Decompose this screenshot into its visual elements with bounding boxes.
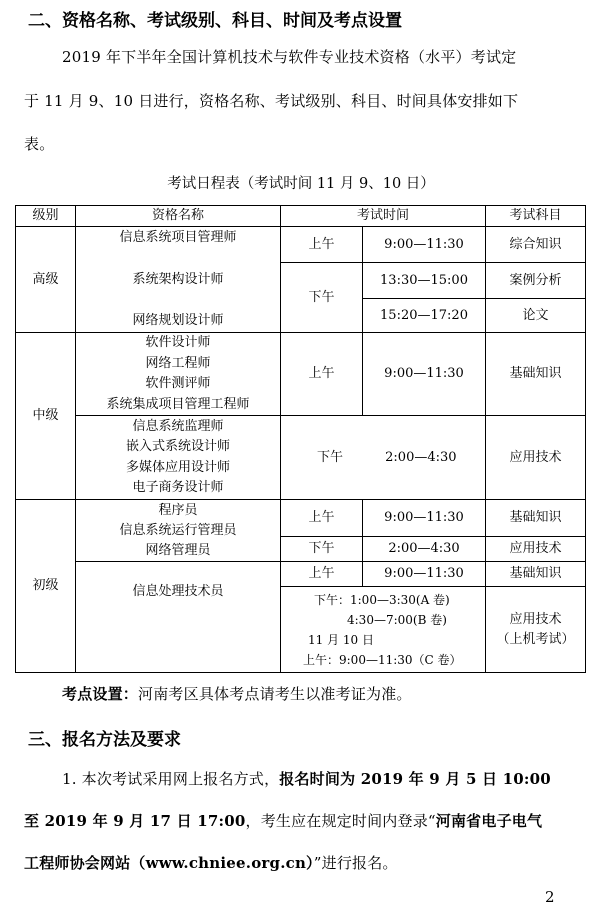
header-subject: 考试科目 (486, 206, 586, 227)
middle-pm-time: 2:00—4:30 (385, 449, 457, 465)
junior-am-subject: 基础知识 (486, 500, 586, 537)
venue-line (62, 683, 412, 704)
senior-pm-label: 下午 (281, 263, 363, 333)
table-row (16, 562, 586, 587)
senior-names (76, 227, 281, 333)
table-caption: 考试日程表（考试时间 11 月 9、10 日） (167, 176, 435, 192)
senior-pm-subject-2: 论文 (486, 299, 586, 333)
junior-pm-line-1: 下午：1:00—3:30(A 卷) (314, 592, 450, 607)
level-junior: 初级 (16, 500, 76, 673)
middle-pm-label: 下午 (317, 449, 344, 465)
junior-am-subject-2: 基础知识 (486, 562, 586, 587)
junior-am-time-2: 9:00—11:30 (363, 562, 486, 587)
junior-pm-time: 2:00—4:30 (363, 537, 486, 562)
senior-am-subject: 综合知识 (486, 227, 586, 263)
middle-pm (281, 416, 486, 500)
venue-text: 河南考区具体考点请考生以准考证为准。 (138, 685, 412, 703)
senior-name-3: 网络规划设计师 (132, 313, 224, 328)
exam-schedule-table (15, 205, 586, 673)
junior-pm-subject-2-line-2: （上机考试） (496, 631, 575, 647)
level-middle: 中级 (16, 333, 76, 500)
senior-name-2: 系统架构设计师 (132, 272, 224, 287)
senior-pm-time-2: 15:20—17:20 (363, 299, 486, 333)
middle-name-3: 软件测评师 (145, 376, 211, 391)
reg-site-name-1: 河南省电子电气 (435, 812, 543, 830)
section-3-paragraph-line-2 (24, 810, 542, 831)
table-header-row (16, 206, 586, 227)
section-3-paragraph-line-3 (24, 852, 398, 873)
junior-name-2: 信息系统运行管理员 (119, 522, 237, 538)
table-row (16, 416, 586, 500)
middle-name-8: 电子商务设计师 (132, 480, 224, 495)
junior-pm-line-4: 上午：9:00—11:30（C 卷） (303, 652, 462, 667)
junior-am-label-2: 上午 (281, 562, 363, 587)
reg-time-start: 报名时间为 2019 年 9 月 5 日 10:00 (279, 770, 551, 788)
junior-name-4: 信息处理技术员 (76, 562, 281, 673)
section-3-paragraph-line-1 (62, 768, 551, 789)
junior-pm-line-3: 11 月 10 日 (308, 632, 374, 647)
table-row (16, 500, 586, 537)
middle-name-6: 嵌入式系统设计师 (125, 439, 230, 454)
senior-pm-subject-1: 案例分析 (486, 263, 586, 299)
middle-name-5: 信息系统监理师 (132, 418, 224, 434)
senior-am-label: 上午 (281, 227, 363, 263)
senior-name-1: 信息系统项目管理师 (119, 230, 237, 245)
section-2-heading: 二、资格名称、考试级别、科目、时间及考点设置 (28, 11, 402, 31)
junior-names-1 (76, 500, 281, 562)
middle-am-time: 9:00—11:30 (363, 333, 486, 416)
junior-pm-subject-2-line-1: 应用技术 (509, 611, 562, 627)
middle-name-2: 网络工程师 (145, 355, 211, 371)
header-level: 级别 (16, 206, 76, 227)
level-senior: 高级 (16, 227, 76, 333)
junior-pm-line-2: 4:30—7:00(B 卷) (347, 612, 447, 627)
senior-am-time: 9:00—11:30 (363, 227, 486, 263)
junior-pm-schedule (281, 587, 486, 673)
section-2-paragraph-line-1: 2019 年下半年全国计算机技术与软件专业技术资格（水平）考试定 (62, 48, 517, 66)
section-3-heading: 三、报名方法及要求 (28, 730, 181, 750)
section-2-paragraph-line-2: 于 11 月 9、10 日进行，资格名称、考试级别、科目、时间具体安排如下 (24, 92, 519, 110)
table-row (16, 333, 586, 416)
header-time: 考试时间 (281, 206, 486, 227)
reg-time-end: 至 2019 年 9 月 17 日 17:00 (24, 812, 246, 830)
section-2-paragraph-line-3: 表。 (24, 135, 55, 153)
middle-pm-subject: 应用技术 (486, 416, 586, 500)
reg-end-text: ”进行报名。 (313, 854, 398, 872)
middle-am-label: 上午 (281, 333, 363, 416)
junior-am-time: 9:00—11:30 (363, 500, 486, 537)
middle-names-pm (76, 416, 281, 500)
middle-names-am (76, 333, 281, 416)
junior-pm-label: 下午 (281, 537, 363, 562)
senior-pm-time-1: 13:30—15:00 (363, 263, 486, 299)
middle-name-7: 多媒体应用设计师 (125, 459, 230, 475)
middle-name-4: 系统集成项目管理工程师 (106, 396, 250, 412)
junior-pm-subject-2 (486, 587, 586, 673)
junior-am-label: 上午 (281, 500, 363, 537)
reg-login-text: ，考生应在规定时间内登录“ (245, 812, 436, 830)
header-name: 资格名称 (76, 206, 281, 227)
middle-name-1: 软件设计师 (145, 335, 211, 350)
venue-label: 考点设置： (62, 685, 139, 703)
page-number: 2 (545, 888, 555, 906)
middle-am-subject: 基础知识 (486, 333, 586, 416)
junior-name-1: 程序员 (158, 502, 198, 518)
reg-intro: 1. 本次考试采用网上报名方式， (62, 770, 280, 788)
junior-pm-subject: 应用技术 (486, 537, 586, 562)
junior-name-3: 网络管理员 (145, 542, 211, 558)
reg-site-name-2: 工程师协会网站（www.chniee.org.cn） (24, 854, 314, 872)
table-row (16, 227, 586, 263)
